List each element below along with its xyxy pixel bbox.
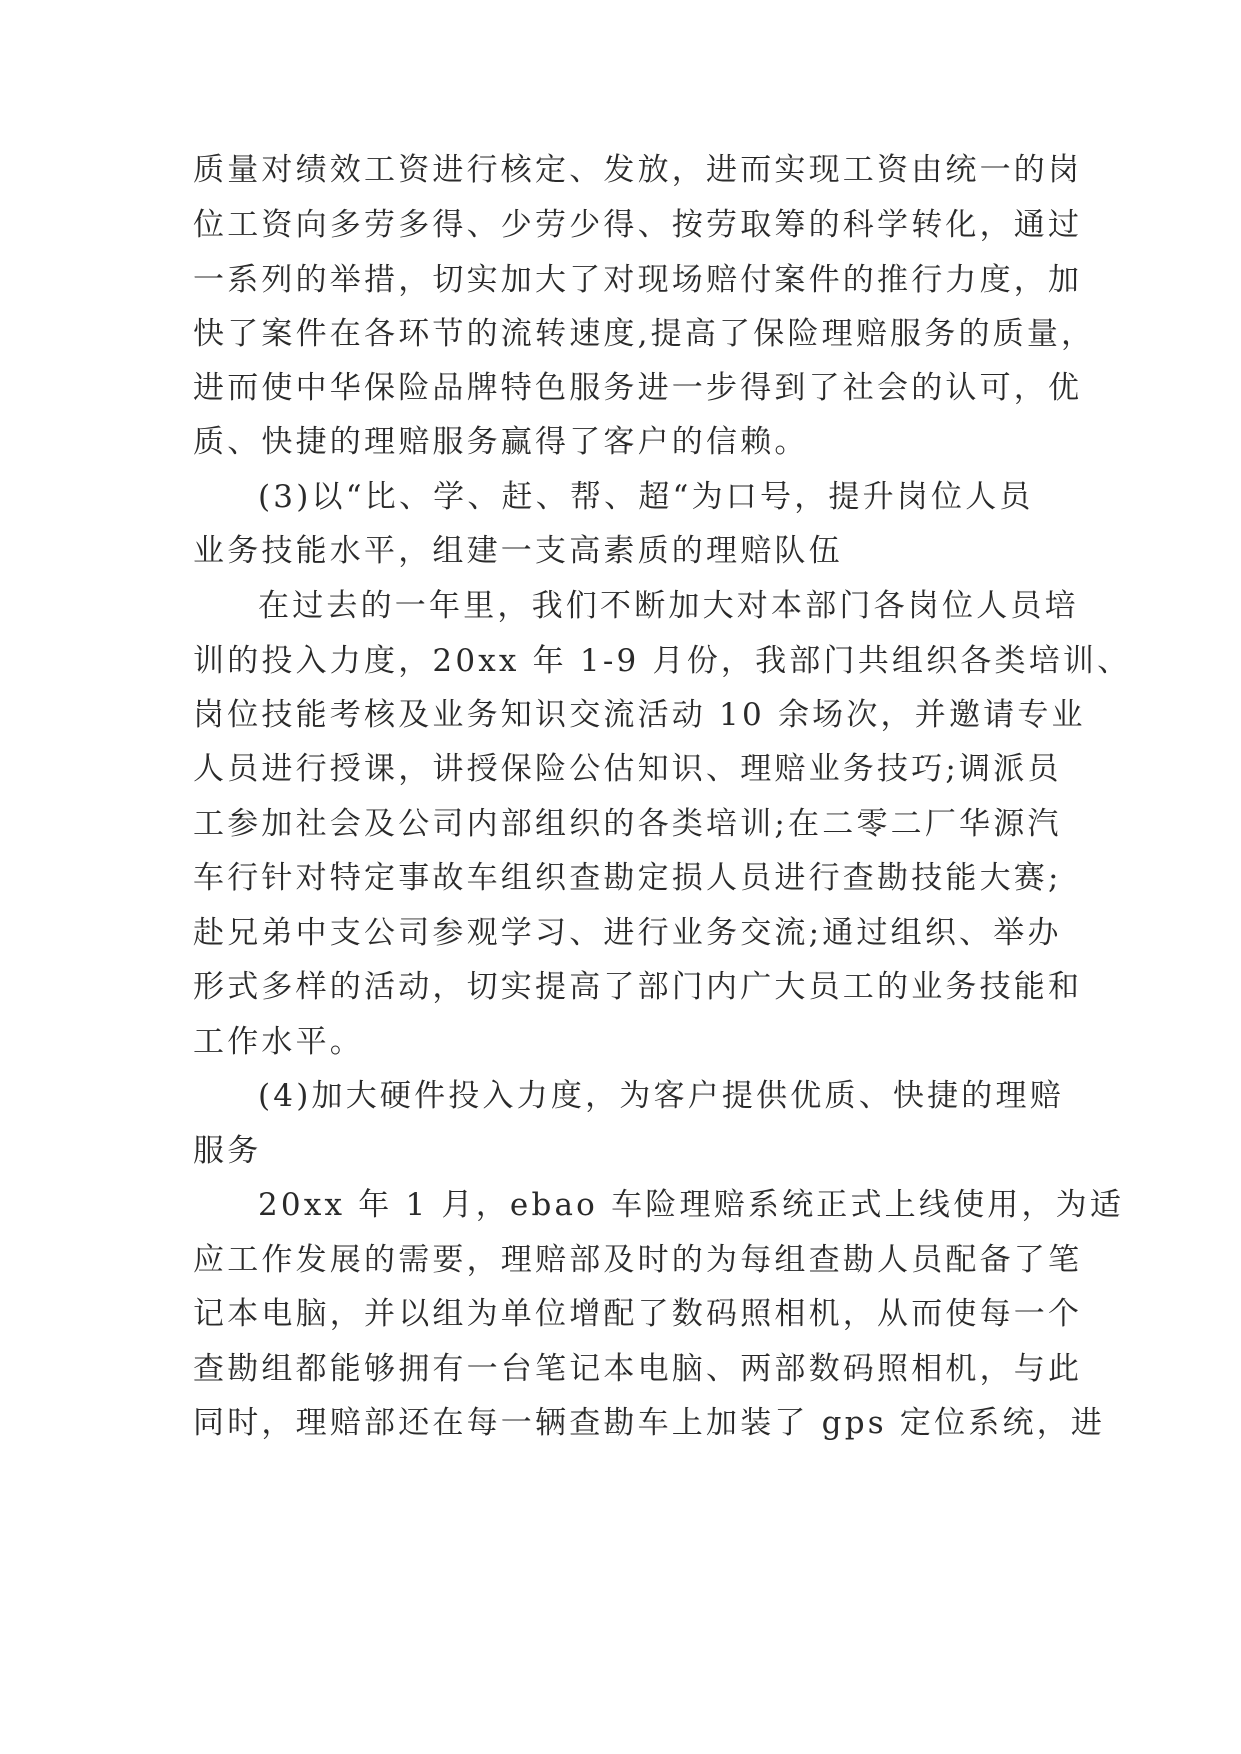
section-heading-line: (3)以“比、学、赶、帮、超“为口号，提升岗位人员 (258, 479, 1034, 515)
text-line: 人员进行授课，讲授保险公估知识、理赔业务技巧;调派员 (193, 751, 1062, 787)
section-heading-line: (4)加大硬件投入力度，为客户提供优质、快捷的理赔 (258, 1078, 1064, 1114)
text-line: 位工资向多劳多得、少劳少得、按劳取筹的科学转化，通过 (193, 207, 1083, 243)
text-line: 形式多样的活动，切实提高了部门内广大员工的业务技能和 (193, 969, 1083, 1005)
section-heading-line: 业务技能水平，组建一支高素质的理赔队伍 (193, 533, 843, 569)
text-line: 应工作发展的需要，理赔部及时的为每组查勘人员配备了笔 (193, 1242, 1083, 1278)
text-line: 车行针对特定事故车组织查勘定损人员进行查勘技能大赛; (193, 860, 1062, 896)
text-line: 查勘组都能够拥有一台笔记本电脑、两部数码照相机，与此 (193, 1351, 1083, 1387)
text-line: 工参加社会及公司内部组织的各类培训;在二零二厂华源汽 (193, 806, 1062, 842)
text-line: 质量对绩效工资进行核定、发放，进而实现工资由统一的岗 (193, 152, 1083, 188)
text-line: 赴兄弟中支公司参观学习、进行业务交流;通过组织、举办 (193, 915, 1062, 951)
text-line: 一系列的举措，切实加大了对现场赔付案件的推行力度，加 (193, 262, 1083, 298)
text-line: 快了案件在各环节的流转速度,提高了保险理赔服务的质量， (193, 316, 1096, 352)
text-line: 在过去的一年里，我们不断加大对本部门各岗位人员培 (258, 588, 1079, 624)
text-line: 记本电脑，并以组为单位增配了数码照相机，从而使每一个 (193, 1296, 1083, 1332)
section-heading-line: 服务 (193, 1133, 262, 1169)
text-line: 工作水平。 (193, 1024, 364, 1060)
text-line: 20xx 年 1 月，ebao 车险理赔系统正式上线使用，为适 (258, 1187, 1125, 1223)
text-line: 训的投入力度，20xx 年 1-9 月份，我部门共组织各类培训、 (193, 643, 1132, 679)
text-line: 质、快捷的理赔服务赢得了客户的信赖。 (193, 424, 809, 460)
text-line: 岗位技能考核及业务知识交流活动 10 余场次，并邀请专业 (193, 697, 1086, 733)
text-line: 同时，理赔部还在每一辆查勘车上加装了 gps 定位系统，进 (193, 1405, 1106, 1441)
text-line: 进而使中华保险品牌特色服务进一步得到了社会的认可，优 (193, 370, 1083, 406)
